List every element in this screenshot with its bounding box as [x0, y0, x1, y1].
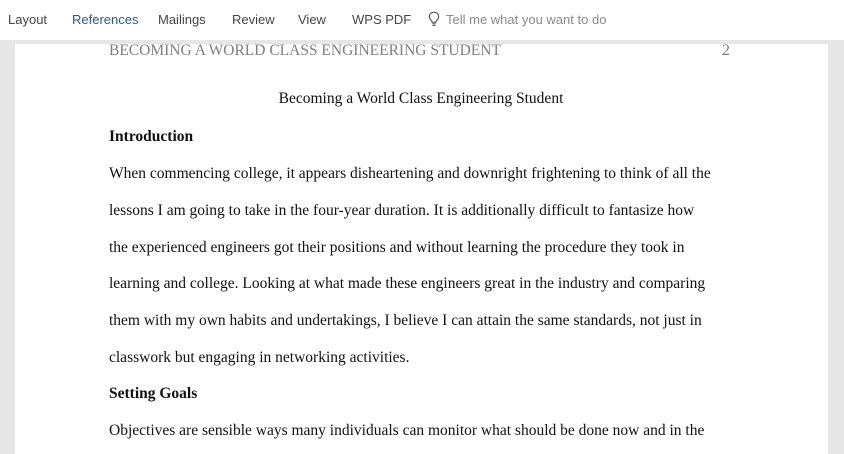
lightbulb-icon: [428, 11, 440, 27]
section-heading-introduction: Introduction: [109, 128, 194, 145]
paragraph-line: Objectives are sensible ways many individuals can monitor what should be done now and in the: [109, 422, 705, 439]
ribbon-tab-bar: [0, 0, 844, 40]
page-number: 2: [722, 42, 730, 59]
tell-me-search[interactable]: [428, 11, 606, 27]
tab-review[interactable]: Review: [232, 12, 275, 27]
tab-wps-pdf[interactable]: WPS PDF: [352, 12, 412, 27]
section-heading-setting-goals: Setting Goals: [109, 385, 198, 402]
paragraph-line: When commencing college, it appears disheartening and downright frightening to think of all the: [109, 165, 711, 182]
document-title: Becoming a World Class Engineering Student: [278, 90, 564, 107]
running-head: BECOMING A WORLD CLASS ENGINEERING STUDENT: [109, 42, 501, 59]
paragraph-line: learning and college. Looking at what made these engineers great in the industry and comparing: [109, 275, 706, 293]
paragraph-line: lessons I am going to take in the four-year duration. It is additionally difficult to fantasize how: [109, 201, 695, 219]
tab-mailings[interactable]: Mailings: [158, 12, 206, 27]
paragraph-introduction: [109, 156, 749, 377]
paragraph-line: classwork but engaging in networking activities.: [109, 348, 410, 366]
paragraph-line: the experienced engineers got their positions and without learning the procedure they took in: [109, 238, 685, 256]
paragraph-setting-goals: [109, 413, 749, 450]
tab-references[interactable]: References: [72, 12, 139, 27]
tell-me-placeholder[interactable]: Tell me what you want to do: [446, 11, 607, 27]
paragraph-line: them with my own habits and undertakings, I believe I can attain the same standards, not just in: [109, 312, 702, 329]
tab-view[interactable]: View: [298, 12, 326, 27]
tab-layout[interactable]: Layout: [8, 12, 48, 27]
